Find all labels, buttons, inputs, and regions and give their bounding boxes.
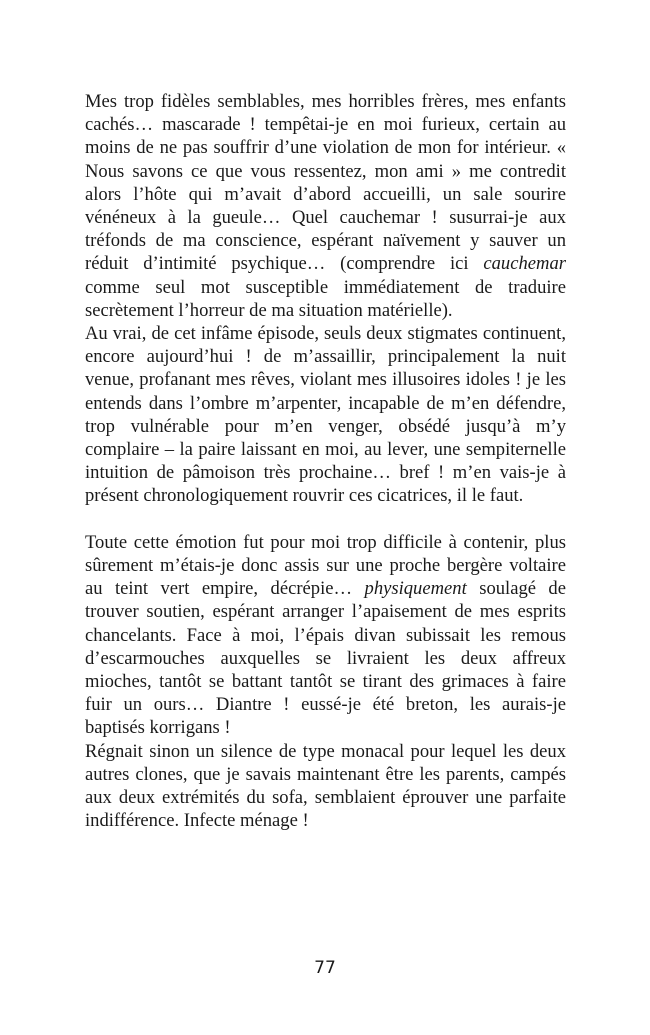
paragraph-1-text-2: comme seul mot susceptible immédiatement de traduire secrètement l’horreur de ma situation matérielle). (85, 276, 566, 321)
paragraph-2 (85, 322, 566, 508)
italic-word-cauchemar: cauchemar (483, 253, 566, 275)
paragraph-3-text-1: Toute cette émotion fut pour moi trop difficile à contenir, plus sûrement m’étais-je donc assis sur une proche bergère voltaire au teint vert empire, décrépie… (85, 531, 566, 600)
paragraph-2-text: Au vrai, de cet infâme épisode, seuls deux stigmates continuent, encore aujourd’hui ! de m’assaillir, principalement la nuit venue, profanant mes rêves, violant mes illusoires idoles ! je les entends dans l’ombre m’arpenter, incapable de m’en défendre, trop vulnérable pour m’en venger, obsédé jusqu’à m’y complaire – la paire laissant en moi, au lever, une sempiternelle intuition de pâmoison très prochaine… bref ! m’en vais-je à présent chronologiquement rouvrir ces cicatrices, il le faut. (85, 323, 566, 507)
paragraph-4 (85, 740, 566, 833)
paragraph-3-text-2: soulagé de trouver soutien, espérant arranger l’apaisement de mes esprits chancelants. Face à moi, l’épais divan subissait les remous d’escarmouches auxquelles se livraient les deux affreux mioches, tantôt se battant tantôt se tirant des grimaces à faire fuir un ours… Diantre ! eussé-je été breton, les aurais-je baptisés korrigans ! (85, 578, 566, 739)
paragraph-1 (85, 90, 566, 322)
paragraph-gap (85, 508, 566, 531)
paragraph-3 (85, 531, 566, 740)
italic-word-physiquement: physiquement (364, 578, 467, 600)
paragraph-4-text: Régnait sinon un silence de type monacal pour lequel les deux autres clones, que je savais maintenant être les parents, campés aux deux extrémités du sofa, semblaient éprouver une parfaite indifférence. Infecte ménage ! (85, 740, 566, 832)
page-number: 77 (314, 958, 336, 978)
document-body (85, 90, 566, 832)
paragraph-1-text-1: Mes trop fidèles semblables, mes horribles frères, mes enfants cachés… mascarade ! tempêtai-je en moi furieux, certain au moins de ne pas souffrir d’une violation de mon for intérieur. « Nous savons ce que vous ressentez, mon ami » me contredit alors l’hôte qui m’avait d’abord accueilli, un sale sourire vénéneux à la gueule… Quel cauchemar ! susurrai-je aux tréfonds de ma conscience, espérant naïvement y sauver un réduit d’intimité psychique… (comprendre ici (85, 91, 566, 275)
